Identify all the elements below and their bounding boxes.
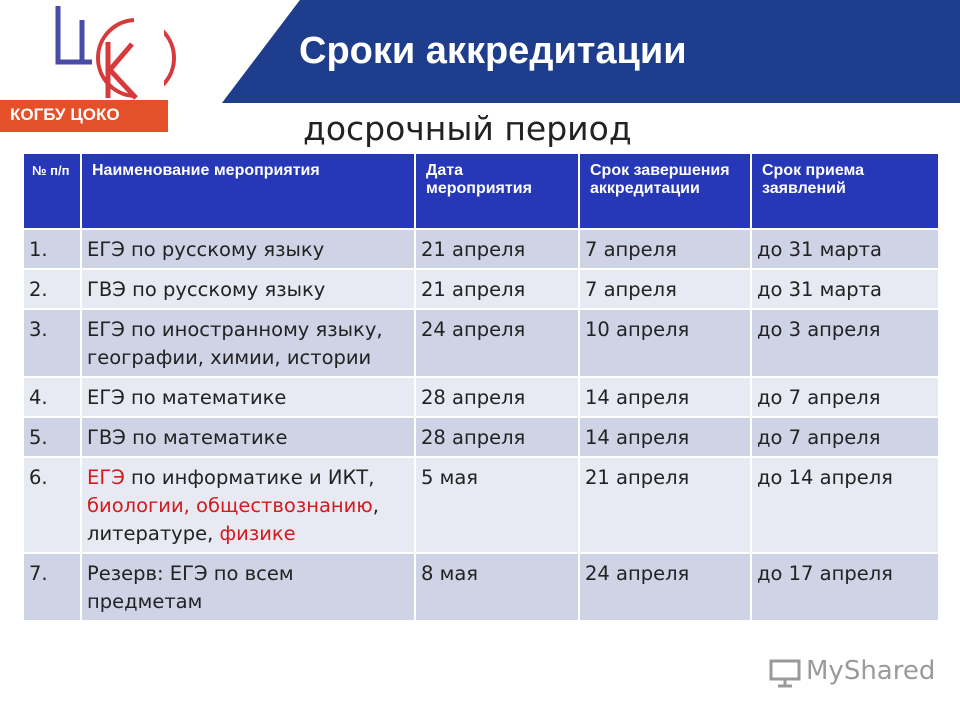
accreditation-end: 14 апреля	[579, 377, 751, 417]
applications-deadline: до 31 марта	[751, 229, 939, 269]
column-header-applications: Срок приема заявлений	[751, 153, 939, 229]
event-date: 24 апреля	[415, 309, 579, 377]
accreditation-table	[22, 152, 940, 622]
row-number: 4.	[23, 377, 81, 417]
event-date: 8 мая	[415, 553, 579, 621]
applications-deadline: до 31 марта	[751, 269, 939, 309]
applications-deadline: до 17 апреля	[751, 553, 939, 621]
row-number: 5.	[23, 417, 81, 457]
page-subtitle: досрочный период	[303, 109, 632, 148]
applications-deadline: до 14 апреля	[751, 457, 939, 553]
table-row	[23, 553, 939, 621]
event-name: ГВЭ по математике	[81, 417, 415, 457]
column-header-date: Дата мероприятия	[415, 153, 579, 229]
watermark-text: MyShared	[806, 656, 936, 686]
event-date: 28 апреля	[415, 377, 579, 417]
row-number: 2.	[23, 269, 81, 309]
row-number: 3.	[23, 309, 81, 377]
event-name: ГВЭ по русскому языку	[81, 269, 415, 309]
accreditation-end: 7 апреля	[579, 229, 751, 269]
applications-deadline: до 7 апреля	[751, 417, 939, 457]
event-name: ЕГЭ по иностранному языку, географии, химии, истории	[81, 309, 415, 377]
event-name: Резерв: ЕГЭ по всем предметам	[81, 553, 415, 621]
event-date: 21 апреля	[415, 229, 579, 269]
column-header-number: № п/п	[23, 153, 81, 229]
table-row	[23, 417, 939, 457]
event-name	[81, 457, 415, 553]
table-row	[23, 269, 939, 309]
accreditation-end: 14 апреля	[579, 417, 751, 457]
accreditation-end: 24 апреля	[579, 553, 751, 621]
event-name: ЕГЭ по математике	[81, 377, 415, 417]
watermark	[806, 656, 935, 686]
event-part: , литературе,	[87, 494, 379, 545]
column-header-accreditation-end: Срок завершения аккредитации	[579, 153, 751, 229]
event-part: физике	[219, 522, 296, 545]
event-date: 21 апреля	[415, 269, 579, 309]
accreditation-end: 7 апреля	[579, 269, 751, 309]
row-number: 6.	[23, 457, 81, 553]
accreditation-end: 10 апреля	[579, 309, 751, 377]
table-row	[23, 309, 939, 377]
page-title: Сроки аккредитации	[299, 30, 687, 72]
accreditation-end: 21 апреля	[579, 457, 751, 553]
table-header-row	[23, 153, 939, 229]
applications-deadline: до 7 апреля	[751, 377, 939, 417]
table-row	[23, 457, 939, 553]
event-part: ЕГЭ	[87, 466, 125, 489]
presentation-icon	[768, 658, 802, 688]
table-row	[23, 229, 939, 269]
event-date: 28 апреля	[415, 417, 579, 457]
table-row	[23, 377, 939, 417]
event-date: 5 мая	[415, 457, 579, 553]
event-part: биологии, обществознанию	[87, 494, 373, 517]
event-name: ЕГЭ по русскому языку	[81, 229, 415, 269]
organization-label: КОГБУ ЦОКО	[10, 105, 120, 124]
column-header-event: Наименование мероприятия	[81, 153, 415, 229]
logo-icon	[48, 2, 182, 100]
row-number: 1.	[23, 229, 81, 269]
event-part: по информатике и ИКТ,	[124, 466, 375, 489]
applications-deadline: до 3 апреля	[751, 309, 939, 377]
row-number: 7.	[23, 553, 81, 621]
